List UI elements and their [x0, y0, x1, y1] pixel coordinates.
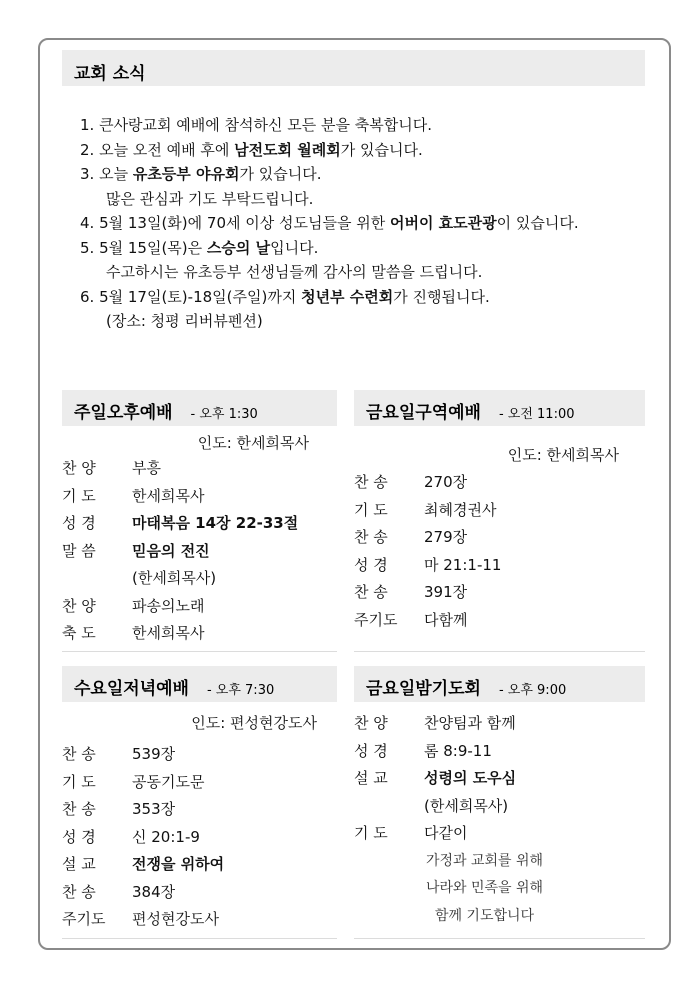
- order-row: [354, 765, 645, 793]
- news-item: [80, 113, 640, 138]
- order-row: [354, 738, 645, 766]
- order-label: 기 도: [354, 824, 388, 842]
- news-text: 1. 큰사랑교회 예배에 참석하신 모든 분을 축복합니다.: [80, 116, 432, 134]
- order-row: [62, 620, 337, 648]
- order-row: [62, 906, 337, 934]
- prayer-note-1: 가정과 교회를 위해: [425, 852, 544, 869]
- news-text: 4. 5월 13일(화)에 70세 이상 성도님들을 위한: [80, 214, 390, 232]
- news-item: [80, 138, 640, 163]
- order-value: 믿음의 전진: [132, 541, 210, 560]
- prayer-note-2: 나라와 민족을 위해: [425, 880, 544, 896]
- order-label: 주기도: [354, 610, 398, 629]
- order-value: 공동기도문: [132, 772, 205, 791]
- order-value: 마태복음 14장 22-33절: [132, 514, 299, 532]
- order-label: 찬 송: [354, 473, 388, 491]
- order-value: 한세희목사: [132, 624, 205, 642]
- order-value: 384장: [132, 882, 176, 901]
- order-value: 롬 8:9-11: [424, 741, 492, 760]
- order-label: 찬 송: [354, 528, 388, 546]
- order-row: [354, 607, 645, 635]
- order-row: [62, 510, 337, 538]
- news-item: [80, 236, 640, 261]
- order-row: [62, 455, 337, 483]
- order-label: 기 도: [354, 500, 388, 519]
- friday-district-header: [354, 390, 645, 426]
- news-highlight: 남전도회 월례회: [234, 140, 341, 159]
- order-subvalue: (한세희목사): [424, 796, 509, 815]
- news-text: 가 있습니다.: [239, 165, 322, 183]
- order-label: 성 경: [354, 555, 388, 574]
- service-leader: 인도: 한세희목사: [197, 434, 309, 452]
- order-row: [354, 524, 645, 552]
- order-label: 기 도: [62, 486, 96, 505]
- order-row: [354, 552, 645, 580]
- news-title: 교회 소식: [74, 64, 146, 84]
- news-list: [80, 113, 640, 334]
- news-text: 입니다.: [270, 238, 319, 257]
- prayer-note-3: 함께 기도합니다: [434, 907, 535, 924]
- order-label: 축 도: [62, 624, 96, 642]
- service-time: - 오후 1:30: [190, 407, 258, 422]
- order-value: 성령의 도우심: [424, 769, 517, 787]
- service-time: - 오전 11:00: [498, 407, 575, 422]
- service-title: 주일오후예배: [74, 403, 173, 423]
- order-value: 부흥: [132, 459, 161, 477]
- service-title: 수요일저녁예배: [74, 679, 189, 699]
- order-label: 말 씀: [62, 541, 96, 560]
- order-row: [354, 793, 645, 821]
- order-label: 찬 송: [62, 882, 96, 901]
- order-label: 성 경: [62, 514, 96, 532]
- order-row: [354, 710, 645, 738]
- order-value: 279장: [424, 528, 468, 546]
- order-label: 찬 송: [62, 800, 96, 818]
- news-text: 2. 오늘 오전 예배 후에: [80, 140, 235, 159]
- news-item: [80, 211, 640, 236]
- order-row: [62, 796, 337, 824]
- divider: [354, 938, 645, 939]
- order-value: 다같이: [424, 824, 468, 842]
- order-label: 기 도: [62, 772, 96, 791]
- order-label: 주기도: [62, 910, 106, 928]
- order-row: [62, 741, 337, 769]
- news-highlight: 스승의 날: [206, 238, 271, 257]
- order-label: 찬 송: [354, 583, 388, 601]
- friday-prayer-header: [354, 666, 645, 702]
- friday-prayer-meeting: [354, 666, 645, 930]
- order-row: [354, 579, 645, 607]
- order-label: 성 경: [62, 827, 96, 846]
- order-value: 파송의노래: [132, 596, 205, 615]
- order-value: 353장: [132, 800, 176, 818]
- news-continuation: 수고하시는 유초등부 선생님들께 감사의 말씀을 드립니다.: [106, 263, 483, 281]
- service-title: 금요일구역예배: [366, 403, 481, 423]
- news-item: [80, 162, 640, 187]
- news-text: 가 진행됩니다.: [393, 287, 490, 306]
- sunday-afternoon-service: [62, 390, 337, 648]
- news-text: 3. 오늘: [80, 165, 133, 183]
- order-subvalue: (한세희목사): [132, 569, 217, 587]
- service-leader: 인도: 한세희목사: [507, 446, 619, 464]
- order-row: [62, 879, 337, 907]
- news-header: [62, 50, 645, 86]
- order-row: [354, 469, 645, 497]
- order-row: [62, 538, 337, 566]
- order-row: [62, 824, 337, 852]
- order-row: [354, 497, 645, 525]
- order-value: 최혜경권사: [424, 500, 497, 519]
- order-row: [354, 820, 645, 848]
- order-label: 찬 양: [62, 596, 96, 615]
- news-text: 가 있습니다.: [340, 140, 423, 159]
- order-label: 찬 송: [62, 745, 96, 763]
- order-value: 270장: [424, 473, 468, 491]
- news-highlight: 어버이 효도관광: [389, 214, 497, 232]
- order-value: 539장: [132, 745, 176, 763]
- order-row: [62, 593, 337, 621]
- service-leader: 인도: 편성현강도사: [191, 714, 317, 732]
- news-text: 이 있습니다.: [496, 214, 579, 232]
- order-value: 전쟁을 위하여: [132, 855, 225, 873]
- news-text: 5. 5월 15일(목)은: [80, 238, 207, 257]
- order-row: [62, 565, 337, 593]
- news-highlight: 청년부 수련회: [301, 287, 394, 306]
- order-row: [62, 851, 337, 879]
- order-label: 설 교: [354, 769, 388, 787]
- divider: [354, 651, 645, 652]
- order-label: 성 경: [354, 741, 388, 760]
- order-label: 찬 양: [62, 459, 96, 477]
- order-value: 신 20:1-9: [132, 827, 200, 846]
- order-value: 편성현강도사: [132, 910, 219, 928]
- order-label: 찬 양: [354, 714, 388, 732]
- wednesday-evening-header: [62, 666, 337, 702]
- order-value: 391장: [424, 583, 468, 601]
- sunday-afternoon-header: [62, 390, 337, 426]
- friday-district-service: [354, 390, 645, 634]
- order-value: 한세희목사: [132, 486, 205, 505]
- service-time: - 오후 7:30: [206, 683, 275, 698]
- service-time: - 오후 9:00: [498, 683, 567, 698]
- news-continuation: (장소: 청평 리버뷰펜션): [106, 312, 263, 330]
- order-row: [62, 769, 337, 797]
- order-label: 설 교: [62, 855, 96, 873]
- service-title: 금요일밤기도회: [366, 679, 481, 699]
- divider: [62, 651, 337, 652]
- order-value: 마 21:1-11: [424, 555, 502, 574]
- news-continuation: 많은 관심과 기도 부탁드립니다.: [106, 189, 314, 208]
- divider: [62, 938, 337, 939]
- order-value: 다함께: [424, 610, 468, 629]
- wednesday-evening-service: [62, 666, 337, 934]
- news-highlight: 유초등부 야유회: [132, 165, 240, 183]
- order-value: 찬양팀과 함께: [424, 714, 516, 732]
- order-row: [62, 483, 337, 511]
- news-item: [80, 285, 640, 310]
- news-text: 6. 5월 17일(토)-18일(주일)까지: [80, 287, 302, 306]
